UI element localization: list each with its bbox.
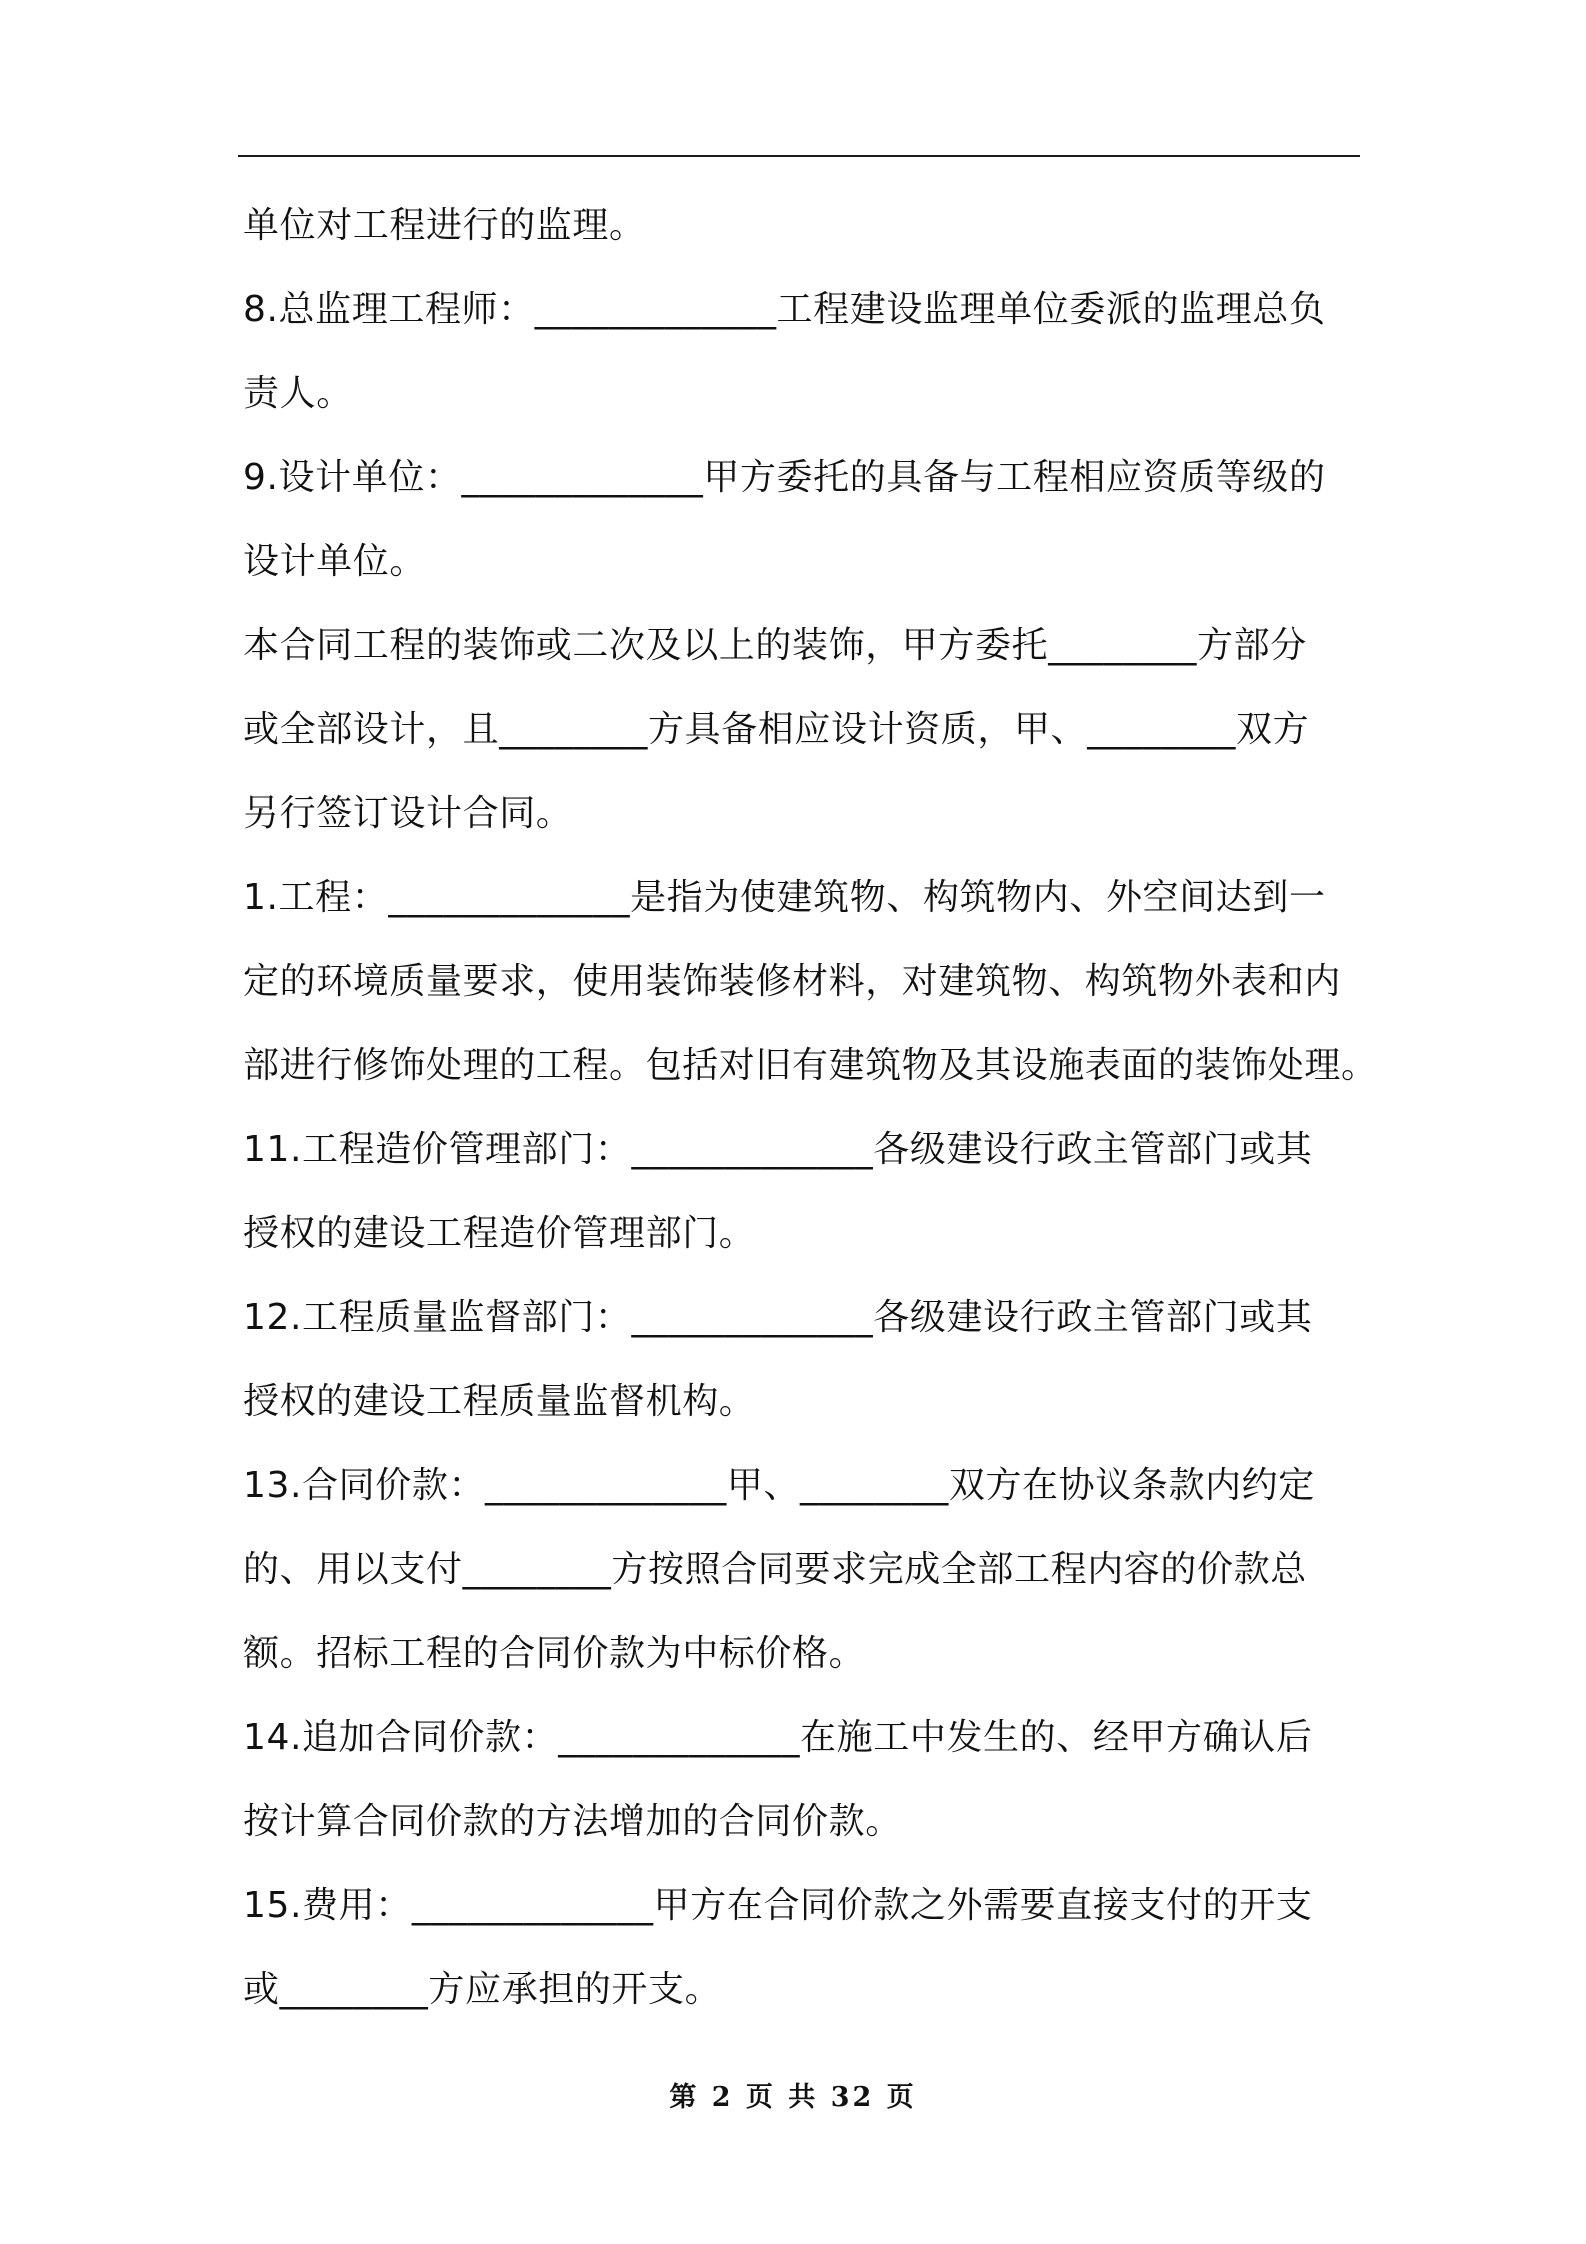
text-line: 定的环境质量要求，使用装饰装修材料，对建筑物、构筑物外表和内 — [243, 961, 1342, 1002]
header-rule — [238, 155, 1360, 157]
document-body — [243, 184, 1378, 2032]
text-line: 按计算合同价款的方法增加的合同价款。 — [243, 1801, 902, 1842]
text-line: 13.合同价款：_____________甲、________双方在协议条款内约定 — [243, 1465, 1315, 1506]
text-line: 12.工程质量监督部门：_____________各级建设行政主管部门或其 — [243, 1297, 1313, 1338]
text-line: 授权的建设工程造价管理部门。 — [243, 1213, 756, 1254]
text-line: 单位对工程进行的监理。 — [243, 205, 646, 246]
text-line: 另行签订设计合同。 — [243, 793, 573, 834]
text-line: 部进行修饰处理的工程。包括对旧有建筑物及其设施表面的装饰处理。 — [243, 1045, 1378, 1086]
text-line: 的、用以支付________方按照合同要求完成全部工程内容的价款总 — [243, 1549, 1307, 1590]
text-line: 责人。 — [243, 373, 353, 414]
page-number-footer: 第 2 页 共 32 页 — [669, 2082, 917, 2113]
text-line: 额。招标工程的合同价款为中标价格。 — [243, 1633, 866, 1674]
text-line: 1.工程：_____________是指为使建筑物、构筑物内、外空间达到一 — [243, 877, 1326, 918]
text-line: 11.工程造价管理部门：_____________各级建设行政主管部门或其 — [243, 1129, 1313, 1170]
text-line: 设计单位。 — [243, 541, 427, 582]
text-line: 9.设计单位：_____________甲方委托的具备与工程相应资质等级的 — [243, 457, 1326, 498]
text-line: 本合同工程的装饰或二次及以上的装饰，甲方委托________方部分 — [243, 625, 1307, 666]
text-line: 15.费用：_____________甲方在合同价款之外需要直接支付的开支 — [243, 1885, 1313, 1926]
text-line: 8.总监理工程师：_____________工程建设监理单位委派的监理总负 — [243, 289, 1326, 330]
text-line: 14.追加合同价款：_____________在施工中发生的、经甲方确认后 — [243, 1717, 1313, 1758]
text-line: 或________方应承担的开支。 — [243, 1969, 722, 2010]
text-line: 或全部设计，且________方具备相应设计资质，甲、________双方 — [243, 709, 1310, 750]
text-line: 授权的建设工程质量监督机构。 — [243, 1381, 756, 1422]
